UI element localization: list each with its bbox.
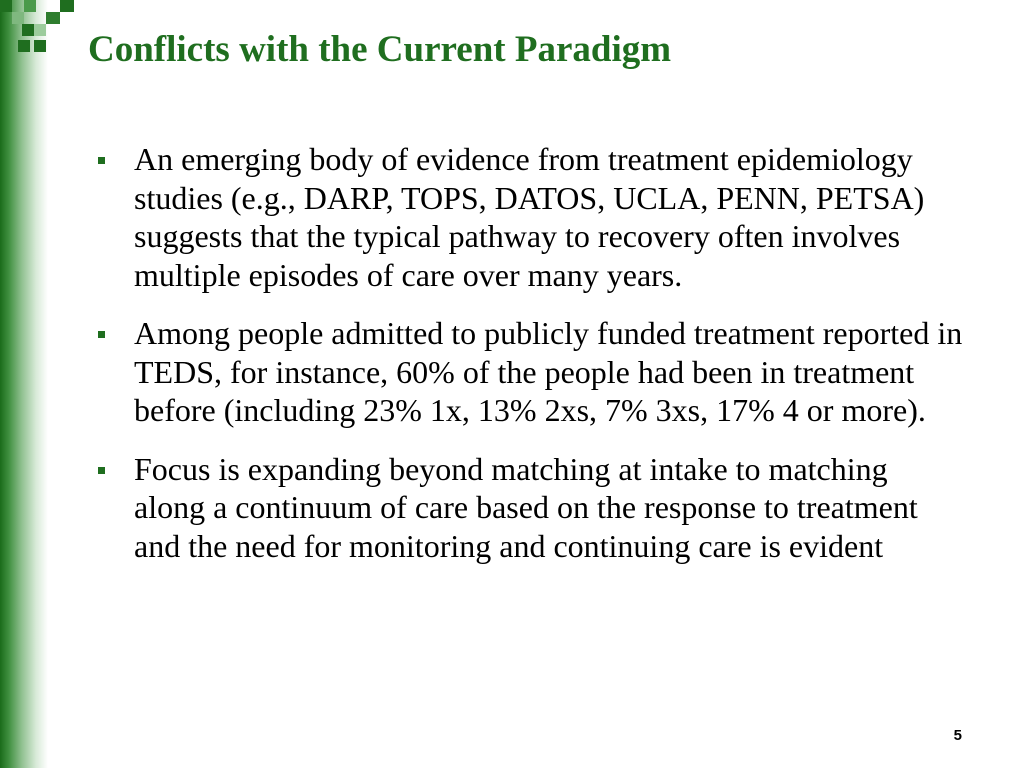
left-gradient-bar xyxy=(0,0,48,768)
bullet-square-icon xyxy=(98,467,105,474)
bullet-text: Focus is expanding beyond matching at intake to matching along a continuum of care based on the response to treatment and the need for monitoring and continuing care is evident xyxy=(134,450,918,564)
bullet-item xyxy=(94,450,964,566)
green-squares-logo-icon xyxy=(0,0,80,64)
bullet-square-icon xyxy=(98,157,105,164)
bullet-square-icon xyxy=(98,331,105,338)
bullet-text: An emerging body of evidence from treatment epidemiology studies (e.g., DARP, TOPS, DATOS, UCLA, PENN, PETSA) suggests that the typical pathway to recovery often involves multiple episodes of care over many years. xyxy=(134,141,925,293)
bullet-item xyxy=(94,314,964,430)
page-number: 5 xyxy=(953,727,962,744)
slide-title: Conflicts with the Current Paradigm xyxy=(88,29,672,70)
bullet-item xyxy=(94,140,964,294)
bullet-list xyxy=(94,140,964,585)
bullet-text: Among people admitted to publicly funded treatment reported in TEDS, for instance, 60% of the people had been in treatment before (including 23% 1x, 13% 2xs, 7% 3xs, 17% 4 or more). xyxy=(134,315,963,428)
